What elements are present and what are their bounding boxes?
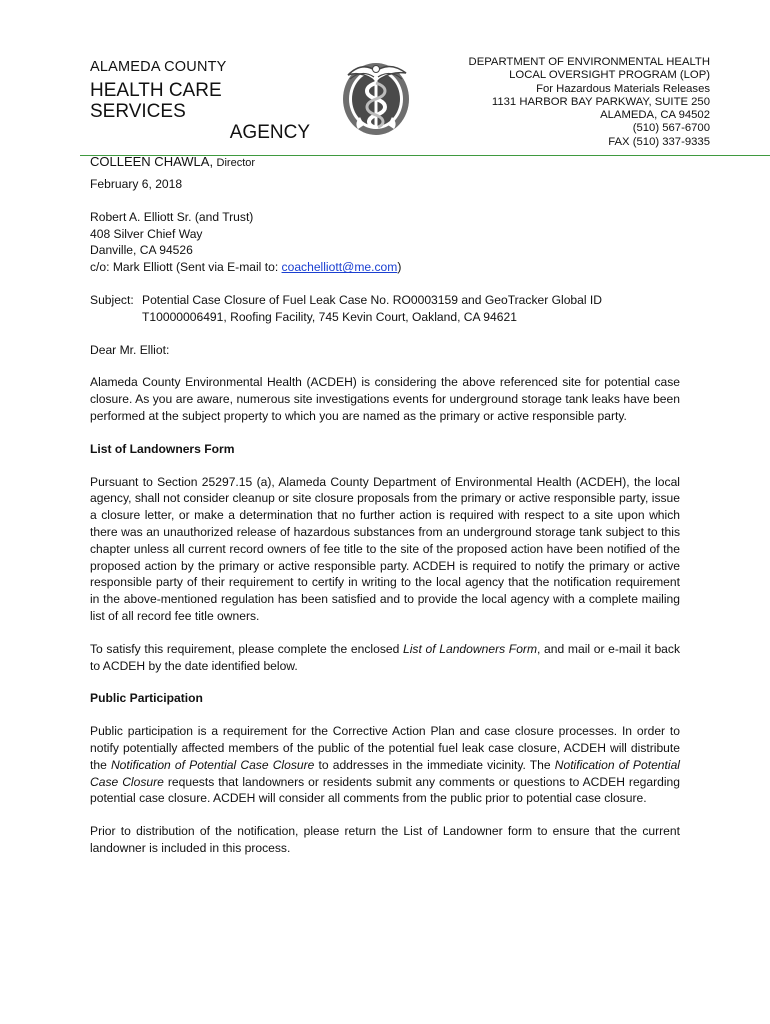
agency-name-line2: AGENCY <box>229 122 310 143</box>
city-state-zip: ALAMEDA, CA 94502 <box>600 109 710 122</box>
recipient-city: Danville, CA 94526 <box>90 243 193 258</box>
recipient-street: 408 Silver Chief Way <box>90 226 203 241</box>
care-of-prefix: c/o: Mark Elliott (Sent via E-mail to: <box>90 260 282 275</box>
director-title: Director <box>216 157 256 169</box>
public-text-3: requests that landowners or residents submit any comments or questions to ACDEH regarding potential case closure. ACDEH will consider all comments from the public prior to potential case closure. <box>90 774 681 806</box>
landowners-heading: List of Landowners Form <box>90 441 235 456</box>
recipient-email-link[interactable]: coachelliott@me.com <box>281 260 398 275</box>
director-line <box>90 154 320 171</box>
landowners-form-name: List of Landowners Form <box>403 641 538 656</box>
notice-name-1: Notification of Potential Case Closure <box>110 757 315 772</box>
department-address-block <box>410 56 710 149</box>
caduceus-seal-icon <box>340 57 416 137</box>
subject-block <box>90 292 680 326</box>
recipient-name: Robert A. Elliott Sr. (and Trust) <box>90 209 254 224</box>
subject-text <box>142 292 680 326</box>
public-participation-paragraph <box>90 723 680 807</box>
prior-distribution-paragraph: Prior to distribution of the notification, please return the List of Landowner form to ensure that the current landowner is included in this process. <box>90 824 680 855</box>
director-name: COLLEEN CHAWLA, <box>90 154 214 169</box>
satisfy-paragraph <box>90 641 680 675</box>
program-name: LOCAL OVERSIGHT PROGRAM (LOP) <box>509 69 710 82</box>
phone-number: (510) 567-6700 <box>632 122 710 135</box>
public-text-1: Public participation is a requirement for the Corrective Action Plan and case closure processes. In order to notify potentially affected members of the public of the potential fuel leak case closure, ACDEH will distribute the <box>90 724 680 772</box>
letterhead-divider <box>80 155 770 156</box>
agency-name-line1: HEALTH CARE SERVICES <box>90 80 222 122</box>
care-of-suffix: ) <box>397 260 402 275</box>
letter-body <box>90 176 680 857</box>
intro-paragraph: Alameda County Environmental Health (ACDEH) is considering the above referenced site for potential case closure. As you are aware, numerous site investigations events for underground storage tank leaks have been performed at the subject property to which you are named as the primary or active responsible party. <box>90 375 680 423</box>
care-of-line <box>90 259 680 276</box>
department-name: DEPARTMENT OF ENVIRONMENTAL HEALTH <box>468 56 710 68</box>
fax-number: FAX (510) 337-9335 <box>608 135 710 148</box>
satisfy-text-1: To satisfy this requirement, please complete the enclosed <box>90 641 404 656</box>
subject-label: Subject: <box>90 292 134 307</box>
pursuant-paragraph: Pursuant to Section 25297.15 (a), Alameda County Department of Environmental Health (ACDEH), the local agency, shall not consider cleanup or site closure proposals from the primary or active responsible party, issue a closure letter, or make a determination that no further action is required with respect to a site upon which there was an unauthorized release of hazardous substances from an underground storage tank subject to this chapter unless all current record owners of fee title to the site of the proposed action have been notified of the proposed action by the primary or active responsible party. ACDEH is required to notify the primary or active responsible party of their requirement to certify in writing to the local agency that the notification requirement in the above-mentioned regulation has been satisfied and to provide the local agency with a complete mailing list of all record fee title owners. <box>90 474 680 623</box>
program-subtitle: For Hazardous Materials Releases <box>536 82 710 95</box>
street-address: 1131 HARBOR BAY PARKWAY, SUITE 250 <box>491 95 710 108</box>
notice-name-2: Notification of Potential Case Closure <box>90 757 680 789</box>
public-text-2: to addresses in the immediate vicinity. The <box>314 757 555 772</box>
satisfy-text-2: , and mail or e-mail it back to ACDEH by the date identified below. <box>90 641 681 673</box>
letter-date: February 6, 2018 <box>90 177 183 191</box>
subject-line-1: Potential Case Closure of Fuel Leak Case No. RO0003159 and GeoTracker Global ID <box>142 292 603 307</box>
subject-line-2: T10000006491, Roofing Facility, 745 Kevin Court, Oakland, CA 94621 <box>142 309 517 324</box>
public-participation-heading: Public Participation <box>90 691 203 706</box>
county-name: ALAMEDA COUNTY <box>90 59 227 75</box>
salutation: Dear Mr. Elliot: <box>90 342 170 357</box>
